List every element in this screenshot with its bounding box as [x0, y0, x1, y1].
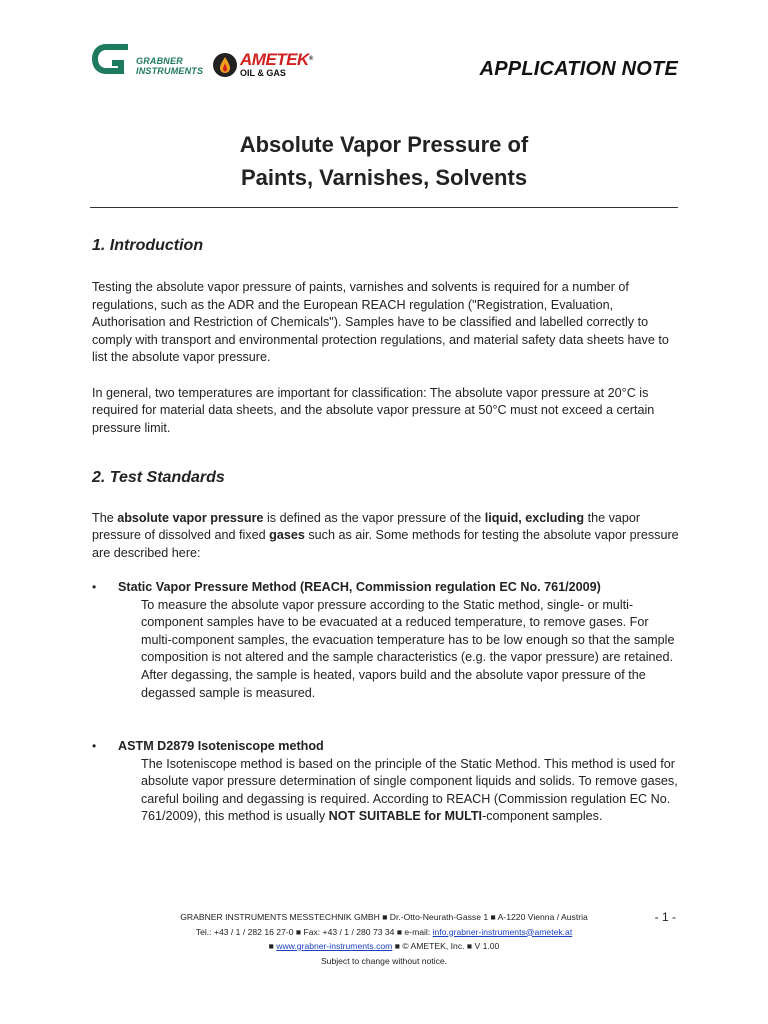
footer-website-link[interactable]: www.grabner-instruments.com	[276, 941, 393, 951]
footer-copyright: ■ © AMETEK, Inc. ■ V 1.00	[392, 941, 500, 951]
list-item-body-bold: NOT SUITABLE for MULTI	[328, 809, 483, 824]
ametek-logo-icon	[212, 52, 238, 78]
document-type: APPLICATION NOTE	[479, 58, 678, 80]
grabner-logo-icon	[90, 40, 136, 78]
list-item-body-tail: -component samples.	[482, 809, 603, 824]
ametek-logo-text	[240, 51, 313, 78]
intro-bold-2: liquid, excluding	[484, 510, 585, 525]
footer-address: GRABNER INSTRUMENTS MESSTECHNIK GMBH ■ Dr.-Otto-Neurath-Gasse 1 ■ A-1220 Vienna / Austria	[180, 912, 588, 922]
footer-web-prefix: ■	[268, 941, 277, 951]
ametek-name-text: AMETEK	[240, 50, 309, 69]
intro-text-2: is defined as the vapor pressure of the	[263, 510, 485, 525]
intro-text-3: the vapor pressure of dissolved and fixed	[92, 510, 641, 543]
footer-disclaimer: Subject to change without notice.	[320, 955, 448, 966]
list-item-title: Static Vapor Pressure Method (REACH, Commission regulation EC No. 761/2009)	[118, 580, 601, 594]
bullet-icon: •	[92, 580, 97, 594]
section-heading-test-standards: 2. Test Standards	[92, 469, 225, 486]
footer-phone-fax: Tel.: +43 / 1 / 282 16 27-0 ■ Fax: +43 / 1 / 280 73 34 ■ e-mail:	[195, 926, 433, 937]
ametek-logo-name	[240, 51, 313, 68]
ametek-logo-sub: OIL & GAS	[240, 68, 286, 78]
intro-paragraph-1: Testing the absolute vapor pressure of paints, varnishes and solvents is required for a number of regulations, such as the ADR and the European REACH regulation ("Registration, Evaluation, Authorisation and Restriction of Chemicals"). Samples have to be classified and labelled correctly to comply with transport and environmental protection regulations, and material safety data sheets have to list the absolute vapor pressure.	[92, 280, 669, 365]
test-standards-intro	[92, 510, 682, 563]
title-divider	[90, 207, 678, 208]
intro-text-1: The	[92, 510, 118, 525]
ametek-trademark: ®	[308, 56, 313, 62]
section-heading-introduction: 1. Introduction	[92, 237, 204, 254]
grabner-logo-text	[136, 56, 203, 76]
footer-contact	[90, 925, 678, 940]
footer-email-link[interactable]: info.grabner-instruments@ametek.at	[432, 926, 573, 937]
intro-text-4: such as air. Some methods for testing the absolute vapor pressure are described here:	[92, 528, 679, 560]
footer-web	[90, 939, 678, 954]
title-line1: Absolute Vapor Pressure of	[239, 132, 529, 157]
list-item-body: To measure the absolute vapor pressure according to the Static method, single- or multi-component samples have to be evacuated at a reduced temperature, to remove gases. For multi-component samples, the evacuation temperature has to be low enough so that the sample composition is not altered and the sample characteristics (e.g. the vapor pressure) are retained. After degassing, the sample is heated, vapors build and the absolute vapor pressure of the degassed sample is measured.	[141, 597, 675, 700]
grabner-logo-line2: INSTRUMENTS	[136, 66, 204, 76]
list-item-body-text: The Isoteniscope method is based on the principle of the Static Method. This method is used for absolute vapor pressure determination of single component liquids and solids. To remove gases, careful boiling and degassing is required. According to REACH (Commission regulation EC No. 761/2009), this method is usually	[141, 756, 678, 824]
title-line2: Paints, Varnishes, Solvents	[240, 165, 528, 190]
intro-bold-1: absolute vapor pressure	[117, 510, 264, 525]
bullet-icon: •	[92, 739, 97, 753]
page-number: - 1 -	[654, 910, 676, 924]
intro-bold-3: gases	[269, 528, 305, 543]
document-title	[90, 128, 678, 194]
intro-paragraph-2: In general, two temperatures are important for classification: The absolute vapor pressure at 20°C is required for material data sheets, and the absolute vapor pressure at 50°C must not exceed a certain pressure limit.	[92, 385, 655, 435]
grabner-logo-line1: GRABNER	[136, 56, 183, 66]
list-item-title: ASTM D2879 Isoteniscope method	[118, 739, 324, 753]
list-item-body	[141, 756, 681, 826]
header-logos	[90, 40, 350, 80]
footer	[90, 910, 678, 968]
